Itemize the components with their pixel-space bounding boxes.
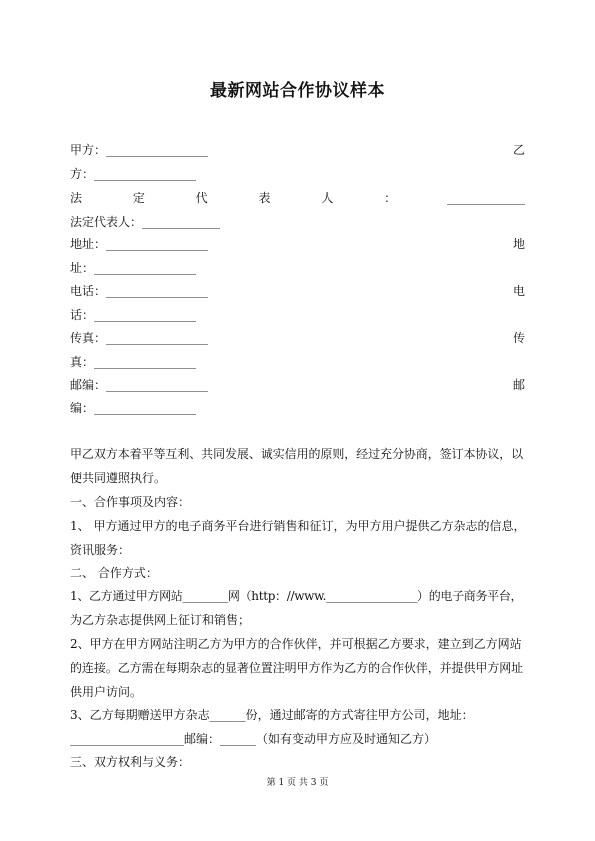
legal-rep-blank: _____________ (446, 191, 525, 205)
intro-line: 甲乙双方本着平等互利、共同发展、诚实信用的原则，经过充分协商，签订本协议，以 (70, 447, 524, 461)
paragraph-line: 的连接。乙方需在每期杂志的显著位置注明甲方作为乙方的合作伙伴，并提供甲方网址 (70, 661, 524, 675)
paragraph-line: 3、乙方每期赠送甲方杂志______份，通过邮寄的方式寄往甲方公司，地址： (70, 708, 474, 722)
party-b-line: 方：_________________ (70, 167, 197, 181)
address-cont-line: 址：_________________ (70, 261, 197, 275)
paragraph-line: ___________________邮编：______（如有变动甲方应及时通知乙方） (70, 732, 437, 746)
legal-rep-char: 法 (70, 191, 83, 205)
paragraph-line: 资讯服务： (70, 543, 131, 557)
section-heading: 一、合作事项及内容： (70, 495, 191, 509)
party-a-line: 甲方：_________________ (70, 143, 209, 157)
fax-cont-line: 真：_________________ (70, 355, 197, 369)
legal-rep-char: 表 (258, 191, 271, 205)
party-b-label-start: 乙 (512, 143, 525, 157)
phone-line: 电话：_________________ (70, 284, 209, 298)
address-line: 地址：_________________ (70, 237, 209, 251)
fax-label-start: 传 (512, 331, 525, 345)
paragraph-line: 为乙方杂志提供网上征订和销售； (70, 613, 251, 627)
paragraph-line: 供用户访问。 (70, 685, 143, 699)
legal-rep-justified-line (70, 190, 525, 206)
page-number-footer: 第 1 页 共 3 页 (266, 778, 329, 788)
intro-line: 便共同遵照执行。 (70, 471, 167, 485)
document-title: 最新网站合作协议样本 (210, 81, 385, 101)
postal-label-start: 邮 (512, 378, 525, 392)
section-heading: 二、 合作方式： (70, 566, 158, 580)
phone-label-start: 电 (512, 284, 525, 298)
section-heading: 三、双方权利与义务： (70, 755, 191, 769)
legal-rep-char: 代 (195, 191, 208, 205)
paragraph-line: 2、甲方在甲方网站注明乙方为甲方的合作伙伴，并可根据乙方要求，建立到乙方网站 (70, 637, 522, 651)
legal-rep-char: 定 (132, 191, 145, 205)
fax-line: 传真：_________________ (70, 331, 209, 345)
paragraph-line: 1、 甲方通过甲方的电子商务平台进行销售和征订，为甲方用户提供乙方杂志的信息， (70, 519, 526, 533)
phone-cont-line: 话：_________________ (70, 308, 197, 322)
legal-rep-line: 法定代表人：_____________ (70, 215, 221, 229)
legal-rep-char: 人 (321, 191, 334, 205)
address-label-start: 地 (512, 237, 525, 251)
postal-cont-line: 编：_________________ (70, 401, 197, 415)
postal-line: 邮编：_________________ (70, 378, 209, 392)
paragraph-line: 1、乙方通过甲方网站________网（http：//www.________________）的电子商务平台， (70, 589, 523, 603)
legal-rep-char: ： (384, 191, 397, 205)
